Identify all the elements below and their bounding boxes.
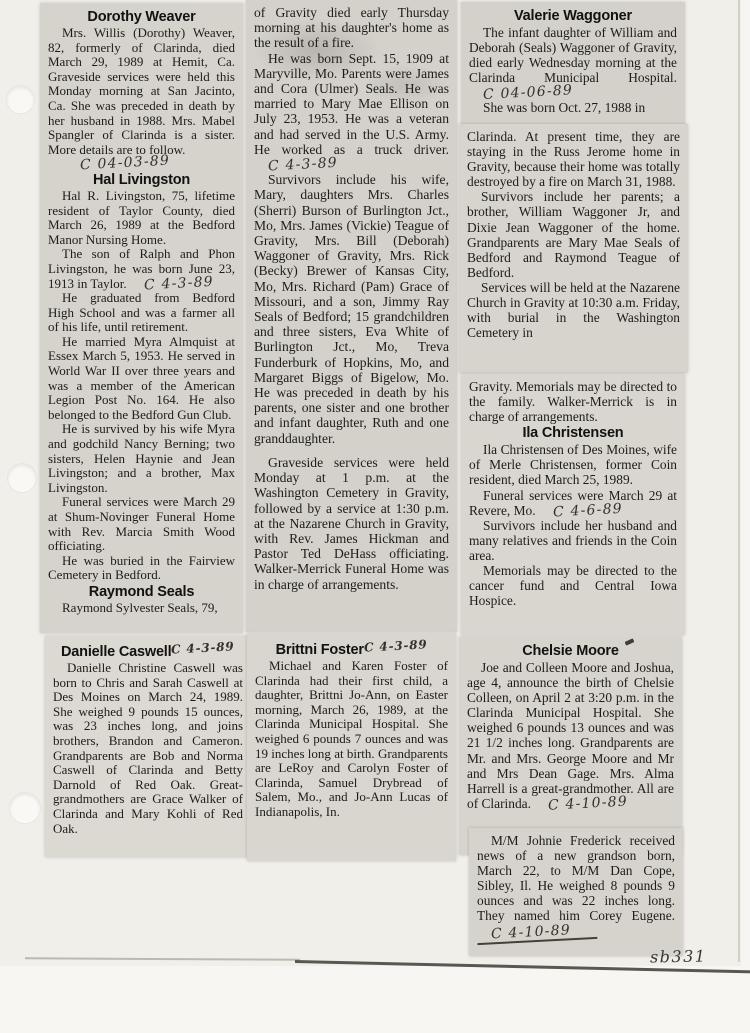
article-paragraph (48, 247, 235, 291)
handwritten-page-label: sb331 (649, 946, 707, 967)
text-run: Gravity. Memorials may be directed to the family. Walker-Merrick is in charge of arrangements. (469, 379, 677, 425)
text-run: Raymond Seals (88, 583, 195, 600)
article-paragraph (53, 661, 243, 836)
text-run: Danielle Caswell (61, 644, 172, 660)
punch-hole-bottom (10, 793, 40, 823)
text-run: Clarinda. At present time, they are staying in the Russ Jerome home in Gravity, because their home was totally destroyed by a fire on March 31, 1988. (467, 129, 680, 190)
article-paragraph (254, 455, 449, 592)
article-paragraph (254, 51, 449, 173)
text-run: Services will be held at the Nazarene Church in Gravity at 10:30 a.m. Friday, with burial in the Washington Cemetery in (467, 279, 680, 341)
article-paragraph (254, 5, 449, 51)
scanner-background (0, 966, 750, 1033)
handwritten-date: C 4-10-89 (547, 793, 629, 814)
article-paragraph (469, 379, 677, 424)
clipping-raymond-seals-continuation (246, 0, 457, 632)
text-run: He married Myra Almquist at Essex March 5, 1953. He served in World War II over three years and was a member of the American Legion Post No. 164. He also belonged to the Bedford Gun Club. (48, 333, 235, 422)
clipping-danielle-caswell (45, 636, 251, 857)
article-paragraph (255, 659, 448, 820)
handwritten-date: C 4-3-89 (143, 273, 215, 293)
text-run: of Gravity died early Thursday morning at his daughter's home as the result of a fire. (254, 5, 449, 51)
text-run: Ila Christensen of Des Moines, wife of Merle Christensen, former Coin resident, died March 25, 1989. (469, 442, 677, 488)
text-run: Chelsie Moore (522, 643, 619, 659)
text-run: Graveside services were held Monday at 1 p.m. at the Washington Cemetery in Gravity, followed by a service at 1:30 p.m. at the Nazarene Church in Gravity, with Rev. James Hickman and Pastor Ted DeHass officiating. Walker-Merrick Funeral Home was in charge of arrangements. (254, 454, 449, 592)
text-run: Mrs. Willis (Dorothy) Weaver, 82, formerly of Clarinda, died March 29, 1989 at Hemit, Ca. Graveside services were held this Monday morning at San Jacinto, Ca. She was preceded in death by her husband in 1988. Mrs. Mabel Spangler of Clarinda is a sister. More details are to follow. (48, 25, 235, 157)
handwritten-date: C 4-6-89 (552, 500, 624, 521)
text-run: Survivors include her husband and many relatives and friends in the Coin area. (469, 517, 677, 563)
text-run: Valerie Waggoner (514, 8, 632, 24)
article-paragraph (48, 495, 235, 553)
text-run: He was born Sept. 15, 1909 at Maryville, Mo. Parents were James and Cora (Ulmer) Seals. He was married to Mary Mae Ellison on July 23, 1953. He was a veteran and had served in the U.S. Army. He worked as a truck driver. (254, 50, 449, 157)
text-run: He was buried in the Fairview Cemetery in Bedford. (48, 552, 235, 583)
text-run: He is survived by his wife Myra and godchild Nancy Berning; two sisters, Helen Haynie and Jean Livingston; and a brother, Max Livingston. (48, 421, 235, 495)
text-run: Memorials may be directed to the cancer fund and Central Iowa Hospice. (469, 563, 677, 609)
text-run: The infant daughter of William and Deborah (Seals) Waggoner of Gravity, died early Wednesday morning at the Clarinda Municipal Hospital. (469, 25, 677, 86)
text-run: Joe and Colleen Moore and Joshua, age 4, announce the birth of Chelsie Colleen, on April 2 at 3:20 p.m. in the Clarinda Municipal Hospital. She weighed 6 pounds 13 ounces and was 21 1/2 inches long. Grandparents are Mr. and Mrs. George Moore and Mr and Mrs Dean Gage. Mrs. Alma Harrell is a great-grandmother. All are of Clarinda. (467, 660, 674, 811)
text-run: Danielle Christine Caswell was born to Chris and Sarah Caswell at Des Moines on March 24, 1989. She weighed 9 pounds 15 ounces, was 23 inches long, and joins brothers, Brandon and Cameron. Grandparents are Bob and Norma Caswell of Clarinda and Betty Darnold of Red Oak. Great-grandmothers are Grace Walker of Clarinda and Mary Kohli of Red Oak. (53, 660, 243, 836)
article-paragraph (48, 601, 235, 616)
text-run: Hal Livingston (92, 171, 191, 188)
clipping-valerie-waggoner-middle (459, 124, 688, 373)
article-title (469, 425, 677, 441)
article-paragraph (467, 280, 680, 340)
article-paragraph (48, 26, 235, 157)
handwritten-date: C 4-3-89 (363, 637, 428, 655)
text-run: Raymond Sylvester Seals, 79, (62, 599, 218, 615)
article-paragraph (467, 129, 680, 189)
article-paragraph (469, 442, 677, 487)
article-paragraph (469, 100, 677, 115)
article-title (48, 172, 235, 188)
text-run: Dorothy Weaver (87, 9, 196, 25)
handwritten-date-line (48, 152, 235, 174)
handwritten-date: C 04-06-89 (482, 82, 574, 104)
text-run: Funeral services were March 29 at Shum-Novinger Funeral Home with Rev. Marcia Smith Wood officiating. (48, 494, 235, 554)
article-paragraph (48, 554, 235, 583)
article-paragraph (48, 189, 235, 247)
article-title (48, 584, 235, 600)
text-run: She was born Oct. 27, 1988 in (483, 100, 646, 116)
article-paragraph (48, 335, 235, 423)
clipping-valerie-waggoner-top (461, 2, 685, 124)
handwritten-date: C 04-03-89 (79, 152, 171, 174)
article-paragraph (254, 172, 449, 446)
article-title (53, 639, 243, 660)
clipping-chelsie-moore (459, 637, 682, 855)
article-title (467, 643, 674, 659)
text-run: Hal R. Livingston, 75, lifetime resident of Taylor County, died March 26, 1989 at the Bedford Manor Nursing Home. (48, 187, 235, 247)
text-run: Funeral services were March 29 at Revere, Mo. (469, 487, 677, 518)
article-paragraph (48, 422, 235, 495)
text-run: Michael and Karen Foster of Clarinda had their first child, a daughter, Brittni Jo-Ann, on Easter morning, March 26, 1989, at the Clarinda Municipal Hospital. She weighed 6 pounds 7 ounces and was 19 inches long at birth. Grandparents are LeRoy and Carolyn Foster of Clarinda, Samuel Drybread of Salem, Mo., and Jo-Ann Lucas of Indianapolis, In. (255, 658, 448, 819)
text-run: The son of Ralph and Phon Livingston, he was born June 23, 1913 in Taylor. (48, 246, 235, 291)
clipping-brittni-foster (247, 634, 456, 861)
article-paragraph (467, 660, 674, 814)
text-run: Survivors include his wife, Mary, daughters Mrs. Charles (Sherri) Burson of Burlington Jct., Mo, Mrs. James (Vickie) Teague of Gravity, Mrs. Bill (Deborah) Waggoner of Gravity, Mrs. Rick (Becky) Brewer of Kansas City, Mo, Mrs. Richard (Pam) Grace of Missouri, and a son, Jimmy Ray Seals of Bedford; 15 grandchildren and three sisters, Eva White of Burlington Jct., Mo, Treva Funderburk of Hopkins, Mo, and Margaret Biggs of Bigelow, Mo. He was preceded in death by his parents, one sister and one brother and infant daughter, Ruth and one granddaughter. (254, 172, 449, 446)
article-paragraph (469, 25, 677, 104)
page-right-edge (738, 0, 740, 962)
article-paragraph (477, 833, 675, 942)
clipping-left-column-obituaries (40, 3, 243, 633)
punch-hole-top (7, 86, 34, 113)
article-title (255, 637, 448, 658)
text-run: He graduated from Bedford High School and was a farmer all of his life, until retirement. (48, 290, 235, 335)
text-run: Survivors include her parents; a brother, William Waggoner Jr, and Dixie Jean Waggoner of the home. Grandparents are Mary Mae Seals of Bedford and Raymond Teague of Bedford. (467, 189, 680, 280)
handwritten-date: C 4-10-89 (477, 921, 598, 944)
text-run: M/M Johnie Frederick received news of a new grandson born, March 22, to M/M Dan Cope, Sibley, Il. He weighed 8 pounds 9 ounces and was 22 inches long. They named him Corey Eugene. (477, 833, 675, 924)
article-title (469, 8, 677, 24)
article-paragraph (469, 518, 677, 563)
article-title (48, 9, 235, 25)
clipping-valerie-end-and-ila-christensen (461, 374, 685, 635)
handwritten-date: C 4-3-89 (267, 154, 339, 175)
text-run: Brittni Foster (275, 642, 364, 658)
article-paragraph (48, 291, 235, 335)
clipping-frederick-grandson (469, 828, 683, 956)
article-paragraph (469, 487, 677, 521)
article-paragraph (467, 189, 680, 280)
article-paragraph (469, 563, 677, 608)
text-run: Ila Christensen (522, 425, 624, 442)
punch-hole-middle (8, 464, 36, 492)
handwritten-date: C 4-3-89 (171, 639, 236, 657)
